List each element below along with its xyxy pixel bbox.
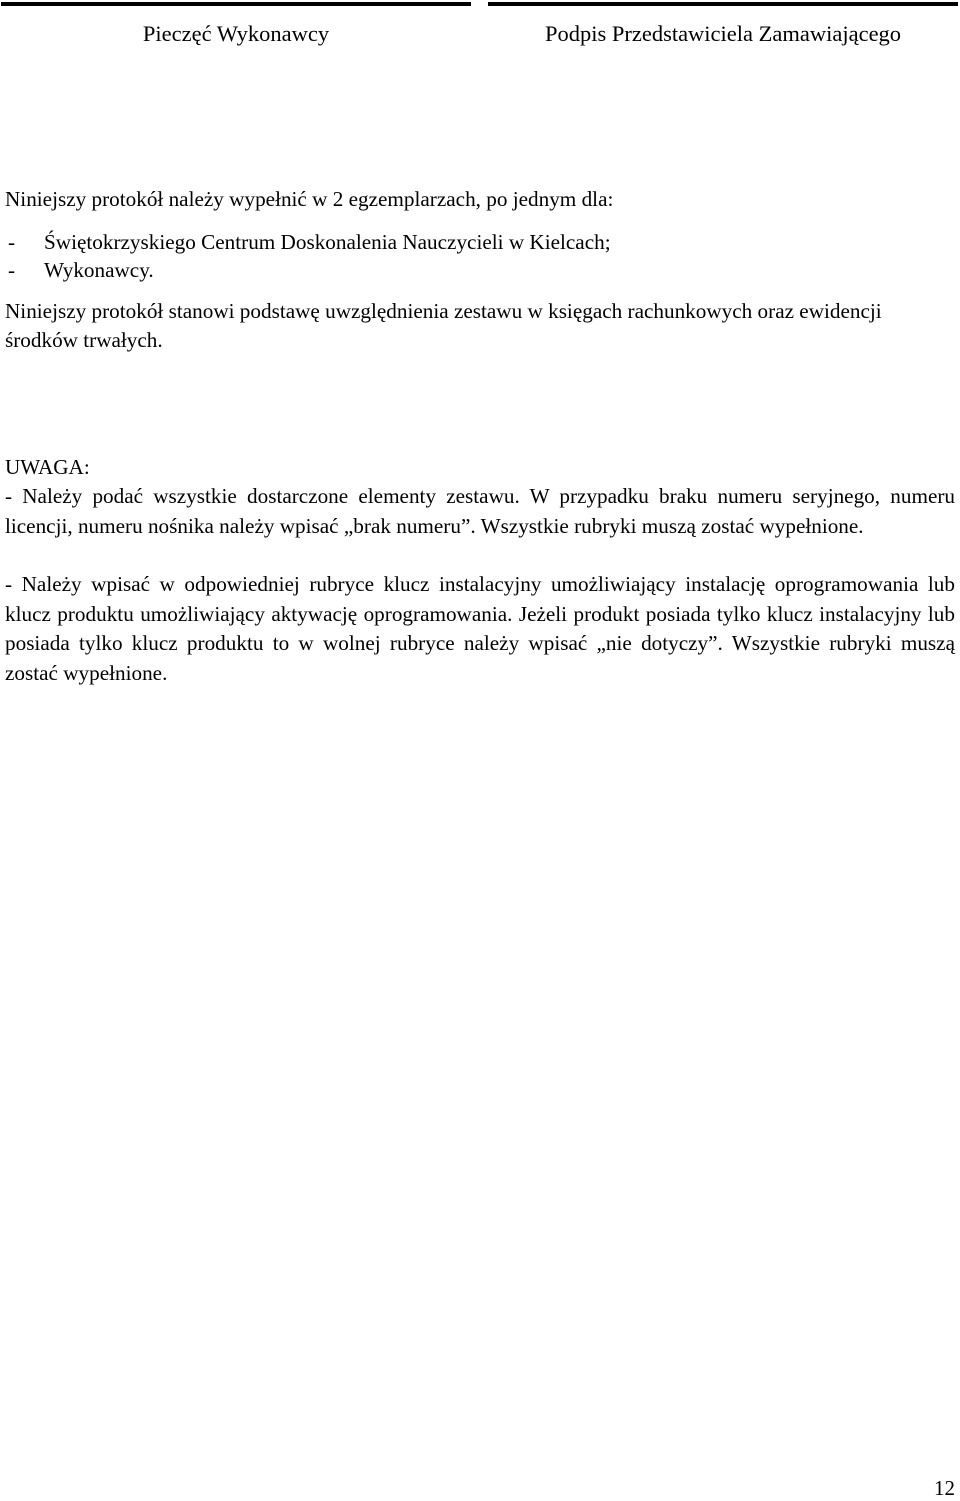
contractor-stamp-label: Pieczęć Wykonawcy [142, 21, 330, 46]
list-dash: - [8, 258, 16, 282]
warning-title: UWAGA: [5, 455, 90, 479]
recipient-item [5, 228, 905, 257]
warning-note: - Należy wpisać w odpowiedniej rubryce klucz instalacyjny umożliwiający instalację oprogramowania lub klucz produktu umożliwiający aktywację oprogramowania. Jeżeli produkt posiada tylko klucz instalacyjny lub posiada tylko klucz produktu to w wolnej rubryce należy wpisać „nie dotyczy”. Wszystkie rubryki muszą zostać wypełnione. [5, 572, 955, 685]
contractor-stamp-line [1, 2, 471, 6]
client-signature-label: Podpis Przedstawiciela Zamawiającego [544, 21, 902, 46]
client-signature-line [488, 2, 958, 6]
list-dash: - [8, 230, 16, 254]
recipient-item [5, 256, 905, 285]
page-number: 12 [934, 1476, 955, 1500]
intro-paragraph: Niniejszy protokół należy wypełnić w 2 egzemplarzach, po jednym dla: [5, 187, 614, 211]
warning-note: - Należy podać wszystkie dostarczone elementy zestawu. W przypadku braku numeru seryjnego, numeru licencji, numeru nośnika należy wpisać „brak numeru”. Wszystkie rubryki muszą zostać wypełnione. [5, 484, 955, 538]
recipient-text: Świętokrzyskiego Centrum Doskonalenia Nauczycieli w Kielcach; [44, 230, 611, 254]
recipient-text: Wykonawcy. [44, 258, 154, 282]
basis-paragraph: Niniejszy protokół stanowi podstawę uwzględnienia zestawu w księgach rachunkowych oraz ewidencji środków trwałych. [5, 299, 882, 352]
